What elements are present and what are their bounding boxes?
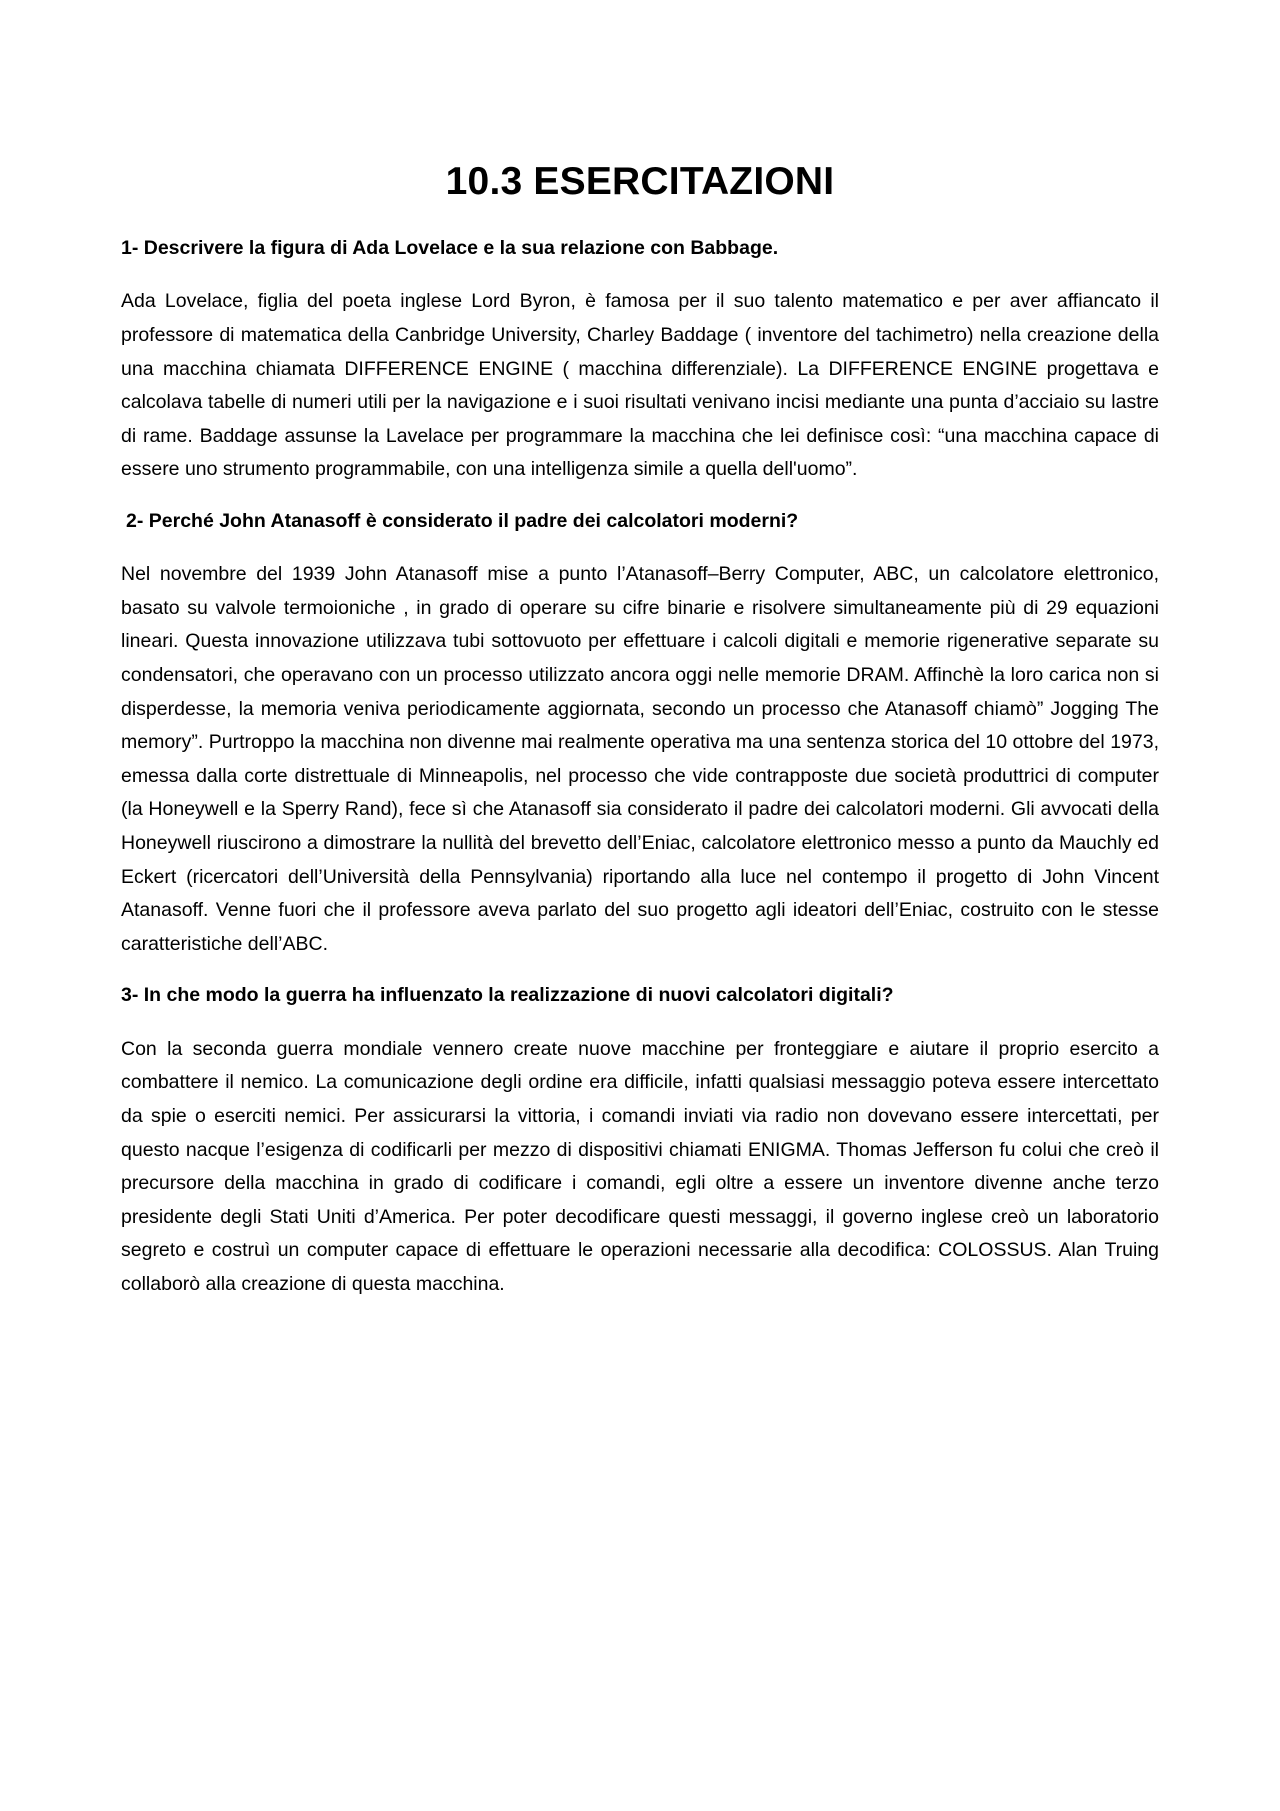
- question-1: 1- Descrivere la figura di Ada Lovelace e la sua relazione con Babbage.: [121, 237, 779, 259]
- page-title: 10.3 ESERCITAZIONI: [445, 160, 835, 203]
- question-2: 2- Perché John Atanasoff è considerato il padre dei calcolatori moderni?: [126, 509, 799, 532]
- question-3: 3- In che modo la guerra ha influenzato la realizzazione di nuovi calcolatori digitali?: [121, 984, 894, 1007]
- answer-2: Nel novembre del 1939 John Atanasoff mise a punto l’Atanasoff–Berry Computer, ABC, un calcolatore elettronico, basato su valvole termoioniche , in grado di operare su cifre binarie e risolvere simultaneamente più di 29 equazioni lineari. Questa innovazione utilizzava tubi sottovuoto per effettuare i calcoli digitali e memorie rigenerative separate su condensatori, che operavano con un processo utilizzato ancora oggi nelle memorie DRAM. Affinchè la loro carica non si disperdesse, la memoria veniva periodicamente aggiornata, secondo un processo che Atanasoff chiamò” Jogging The memory”. Purtroppo la macchina non divenne mai realmente operativa ma una sentenza storica del 10 ottobre del 1973, emessa dalla corte distrettuale di Minneapolis, nel processo che vide contrapposte due società produttrici di computer (la Honeywell e la Sperry Rand), fece sì che Atanasoff sia considerato il padre dei calcolatori moderni. Gli avvocati della Honeywell riuscirono a dimostrare la nullità del brevetto dell’Eniac, calcolatore elettronico messo a punto da Mauchly ed Eckert (ricercatori dell’Università della Pennsylvania) riportando alla luce nel contempo il progetto di John Vincent Atanasoff. Venne fuori che il professore aveva parlato del suo progetto agli ideatori dell’Eniac, costruito con le stesse caratteristiche dell’ABC.: [121, 563, 1159, 955]
- answer-1: Ada Lovelace, figlia del poeta inglese Lord Byron, è famosa per il suo talento matematico e per aver affiancato il professore di matematica della Canbridge University, Charley Baddage ( inventore del tachimetro) nella creazione della una macchina chiamata DIFFERENCE ENGINE ( macchina differenziale). La DIFFERENCE ENGINE progettava e calcolava tabelle di numeri utili per la navigazione e i suoi risultati venivano incisi mediante una punta d’acciaio su lastre di rame. Baddage assunse la Lavelace per programmare la macchina che lei definisce così: “una macchina capace di essere uno strumento programmabile, con una intelligenza simile a quella dell'uomo”.: [121, 290, 1159, 481]
- document-page: [121, 160, 1159, 1323]
- answer-3: Con la seconda guerra mondiale vennero create nuove macchine per fronteggiare e aiutare il proprio esercito a combattere il nemico. La comunicazione degli ordine era difficile, infatti qualsiasi messaggio poteva essere intercettato da spie o eserciti nemici. Per assicurarsi la vittoria, i comandi inviati via radio non dovevano essere intercettati, per questo nacque l’esigenza di codificarli per mezzo di dispositivi chiamati ENIGMA. Thomas Jefferson fu colui che creò il precursore della macchina in grado di codificare i comandi, egli oltre a essere un inventore divenne anche terzo presidente degli Stati Uniti d’America. Per poter decodificare questi messaggi, il governo inglese creò un laboratorio segreto e costruì un computer capace di effettuare le operazioni necessarie alla decodifica: COLOSSUS. Alan Truing collaborò alla creazione di questa macchina.: [121, 1037, 1159, 1295]
